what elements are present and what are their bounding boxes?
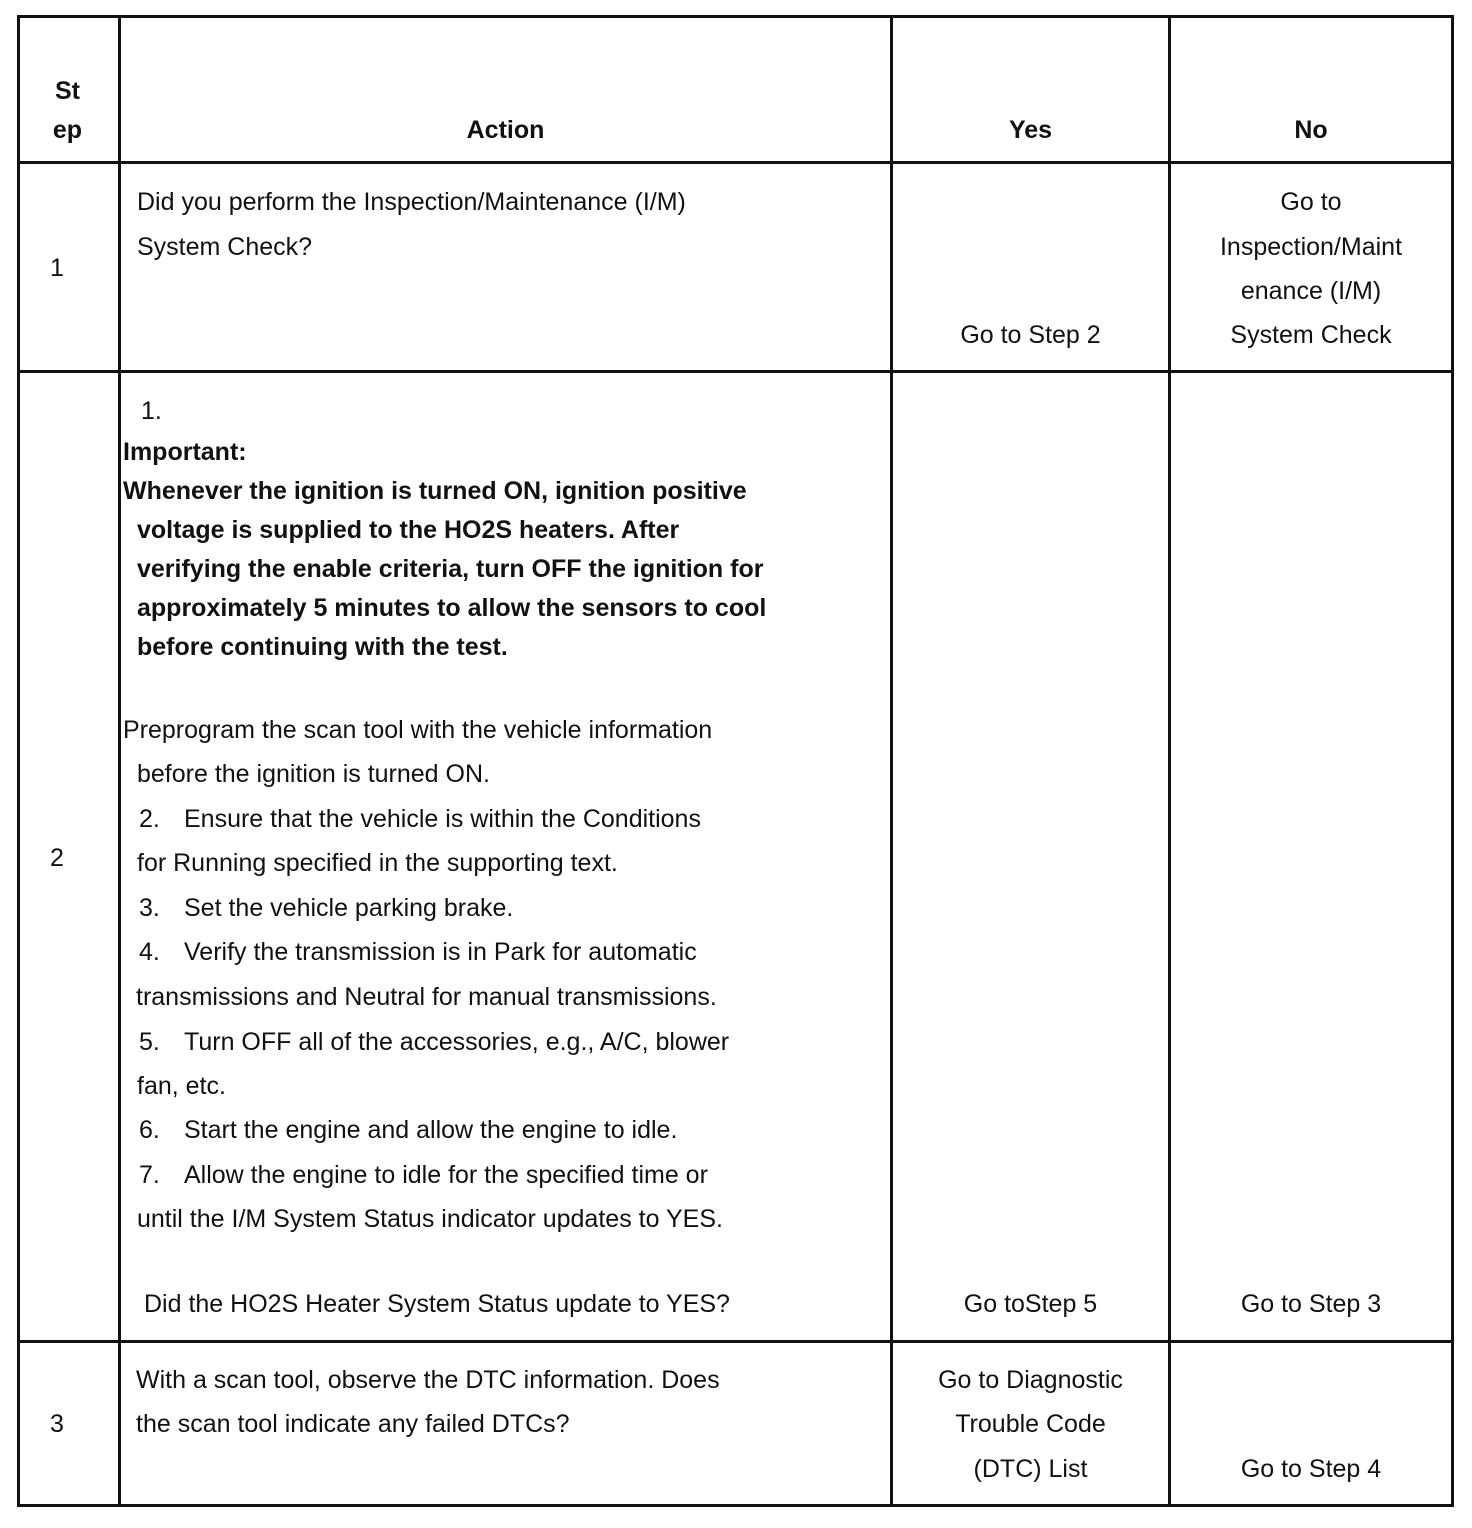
step4-line1: Verify the transmission is in Park for automatic: [184, 938, 697, 966]
row-divider-2: [17, 1340, 1454, 1343]
row2-question: Did the HO2S Heater System Status update to YES?: [144, 1290, 730, 1318]
step6-line1: Start the engine and allow the engine to idle.: [184, 1116, 678, 1144]
step2-line2: for Running specified in the supporting text.: [137, 849, 618, 877]
row-divider-header: [17, 161, 1454, 164]
step5-line2: fan, etc.: [137, 1072, 226, 1100]
step4-num: 4.: [139, 938, 160, 966]
important-line4: approximately 5 minutes to allow the sensors to cool: [137, 594, 767, 622]
table-border-left: [17, 15, 20, 1507]
row3-action-line1: With a scan tool, observe the DTC information. Does: [136, 1366, 720, 1394]
preprogram-line1: Preprogram the scan tool with the vehicle information: [123, 716, 713, 744]
step2-line1: Ensure that the vehicle is within the Conditions: [184, 805, 701, 833]
table-border-right: [1451, 15, 1454, 1507]
row1-no-line4: System Check: [1230, 321, 1392, 349]
row3-action-line2: the scan tool indicate any failed DTCs?: [136, 1410, 570, 1438]
row3-yes-line2: Trouble Code: [955, 1410, 1106, 1438]
step6-num: 6.: [139, 1116, 160, 1144]
important-line3: verifying the enable criteria, turn OFF the ignition for: [137, 555, 764, 583]
row2-no: Go to Step 3: [1240, 1290, 1382, 1318]
important-line5: before continuing with the test.: [137, 633, 508, 661]
row1-no-line1: Go to: [1280, 188, 1342, 216]
table-border-top: [17, 15, 1454, 18]
step7-line1: Allow the engine to idle for the specified time or: [184, 1161, 708, 1189]
row3-no: Go to Step 4: [1240, 1455, 1382, 1483]
step4-line2: transmissions and Neutral for manual transmissions.: [136, 983, 717, 1011]
header-step-line2: ep: [52, 116, 83, 144]
step2-num: 2.: [139, 805, 160, 833]
row3-yes-line3: (DTC) List: [973, 1455, 1088, 1483]
header-step-line1: St: [55, 77, 80, 105]
step5-line1: Turn OFF all of the accessories, e.g., A/C, blower: [184, 1028, 730, 1056]
column-divider-step: [118, 15, 121, 1507]
header-no: No: [1294, 116, 1328, 144]
header-yes: Yes: [1008, 116, 1053, 144]
step7-line2: until the I/M System Status indicator updates to YES.: [137, 1205, 723, 1233]
row1-step: 1: [50, 254, 64, 282]
row1-no-line2: Inspection/Maint: [1219, 233, 1403, 261]
preprogram-line2: before the ignition is turned ON.: [137, 760, 490, 788]
row1-action-line2: System Check?: [137, 233, 313, 261]
row1-yes: Go to Step 2: [960, 321, 1101, 349]
step5-num: 5.: [139, 1028, 160, 1056]
row-divider-1: [17, 370, 1454, 373]
row3-step: 3: [50, 1410, 64, 1438]
row2-item1: 1.: [141, 397, 162, 425]
header-action: Action: [466, 116, 545, 144]
important-line1: Whenever the ignition is turned ON, ignition positive: [123, 477, 747, 505]
important-label: Important:: [123, 438, 247, 466]
important-line2: voltage is supplied to the HO2S heaters. After: [137, 516, 680, 544]
row1-action-line1: Did you perform the Inspection/Maintenance (I/M): [137, 188, 686, 216]
step3-num: 3.: [139, 894, 160, 922]
step7-num: 7.: [139, 1161, 160, 1189]
row2-yes: Go toStep 5: [963, 1290, 1098, 1318]
diagnostic-table: [17, 15, 1454, 1507]
row2-step: 2: [50, 844, 64, 872]
row1-no-line3: enance (I/M): [1240, 277, 1382, 305]
column-divider-action: [890, 15, 893, 1507]
step3-line1: Set the vehicle parking brake.: [184, 894, 514, 922]
table-border-bottom: [17, 1504, 1454, 1507]
row3-yes-line1: Go to Diagnostic: [938, 1366, 1123, 1394]
